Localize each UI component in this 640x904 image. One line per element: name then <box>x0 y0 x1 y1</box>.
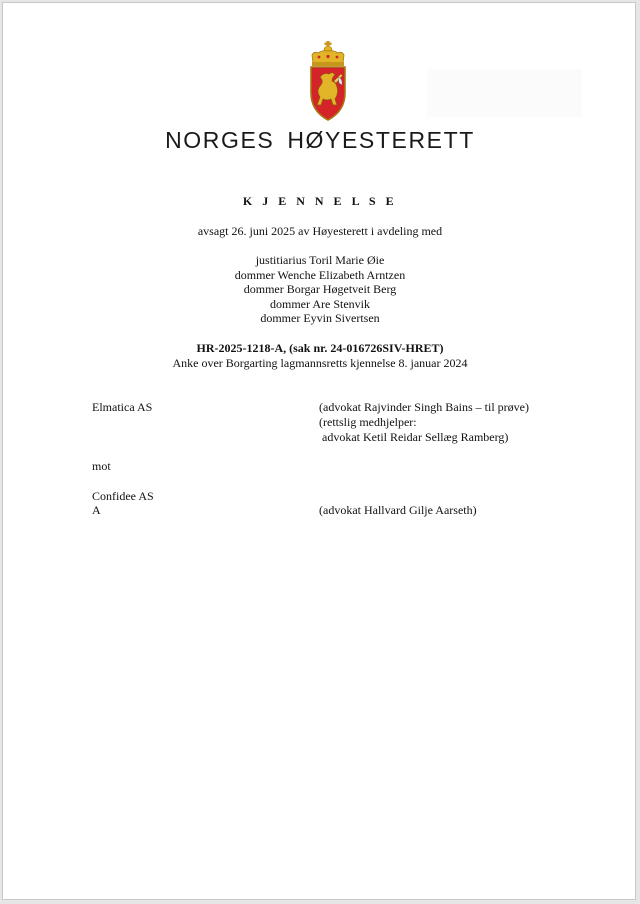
faint-placeholder-box <box>427 69 582 117</box>
judge-line: dommer Are Stenvik <box>270 296 370 311</box>
respondent-name: Confidee AS <box>92 489 154 503</box>
case-number: HR-2025-1218-A, (sak nr. 24-016726SIV-HRET) <box>196 341 444 355</box>
appellant-counsel-line: (advokat Rajvinder Singh Bains – til prøve) <box>319 400 529 414</box>
judge-line: dommer Borgar Høgetveit Berg <box>243 282 397 296</box>
appellant-counsel-line: advokat Ketil Reidar Sellæg Ramberg) <box>319 430 509 444</box>
respondent-name: A <box>92 503 101 517</box>
issued-line: avsagt 26. juni 2025 av Høyesterett i avdeling med <box>197 224 443 238</box>
appellant-name: Elmatica AS <box>92 400 153 414</box>
versus-label: mot <box>92 459 111 473</box>
document-page <box>2 2 636 900</box>
appeal-line: Anke over Borgarting lagmannsretts kjennelse 8. januar 2024 <box>172 355 468 370</box>
judge-line: dommer Eyvin Sivertsen <box>260 311 380 325</box>
appellant-counsel-line: (rettslig medhjelper: <box>319 415 417 429</box>
norwegian-coat-of-arms-lion-icon <box>305 41 351 121</box>
court-name: NORGES HØYESTERETT <box>165 127 475 153</box>
judge-line: dommer Wenche Elizabeth Arntzen <box>234 267 406 282</box>
document-title: K J E N N E L S E <box>242 194 398 208</box>
respondent-counsel: (advokat Hallvard Gilje Aarseth) <box>319 503 477 517</box>
judge-line: justitiarius Toril Marie Øie <box>255 253 385 267</box>
